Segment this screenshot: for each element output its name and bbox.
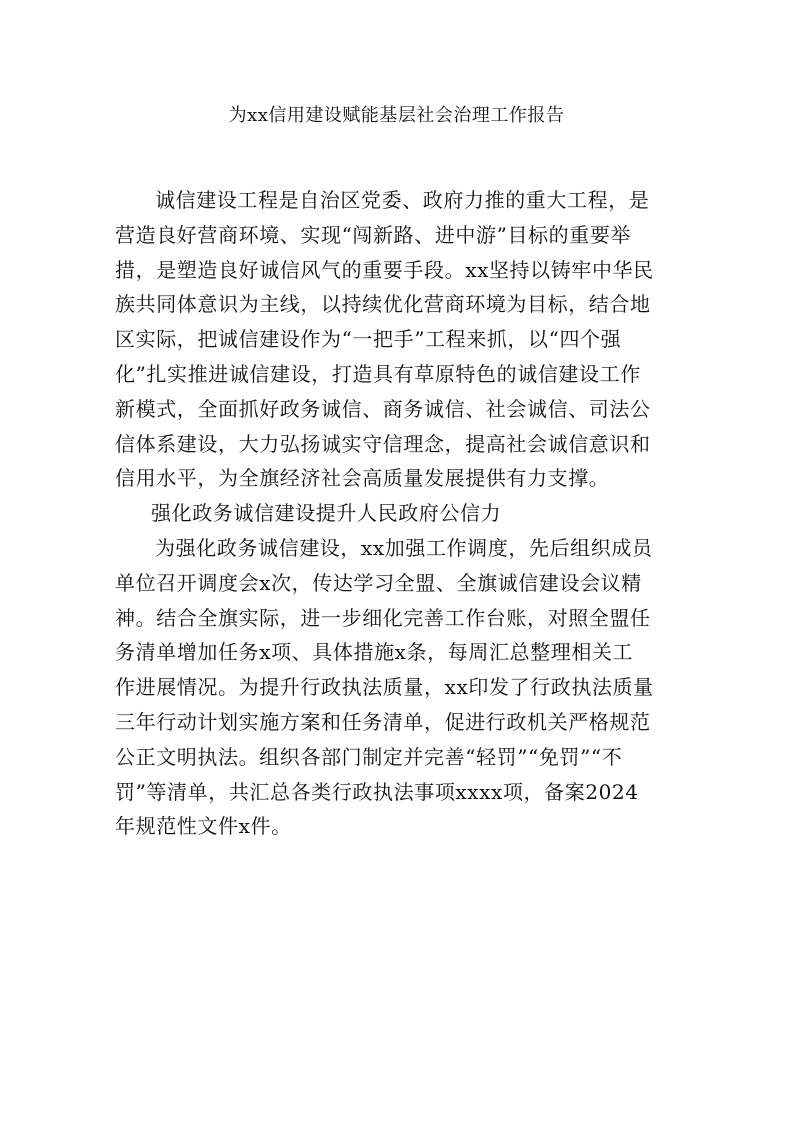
paragraph-line: 年规范性文件x件。	[115, 814, 292, 839]
paragraph-line: 三年行动计划实施方案和任务清单，促进行政机关严格规范	[115, 709, 651, 734]
paragraph-line: 营造良好营商环境、实现“闯新路、进中游”目标的重要举	[115, 222, 632, 247]
document-body	[115, 183, 681, 844]
paragraph-line: 单位召开调度会x次，传达学习全盟、全旗诚信建设会议精	[115, 570, 642, 595]
paragraph-line: 措，是塑造良好诚信风气的重要手段。xx坚持以铸牢中华民	[115, 257, 654, 282]
paragraph-line: 信用水平，为全旗经济社会高质量发展提供有力支撑。	[115, 466, 610, 491]
paragraph-line: 为强化政务诚信建设，xx加强工作调度，先后组织成员	[155, 535, 653, 560]
section-heading: 强化政务诚信建设提升人民政府公信力	[151, 501, 502, 526]
paragraph-line: 诚信建设工程是自治区党委、政府力推的重大工程，是	[155, 188, 650, 212]
section-paragraph	[115, 531, 681, 844]
paragraph-line: 神。结合全旗实际，进一步细化完善工作台账，对照全盟任	[115, 605, 651, 630]
paragraph-line: 新模式，全面抓好政务诚信、商务诚信、社会诚信、司法公	[115, 396, 651, 421]
intro-paragraph	[115, 183, 681, 496]
paragraph-line: 务清单增加任务x项、具体措施x条，每周汇总整理相关工	[115, 640, 634, 665]
paragraph-line: 公正文明执法。组织各部门制定并完善“轻罚”“免罚”“不	[115, 744, 623, 769]
paragraph-line: 族共同体意识为主线，以持续优化营商环境为目标，结合地	[115, 292, 651, 317]
paragraph-line: 信体系建设，大力弘扬诚实守信理念，提高社会诚信意识和	[115, 431, 651, 456]
document-title: 为xx信用建设赋能基层社会治理工作报告	[228, 105, 565, 126]
paragraph-line: 区实际，把诚信建设作为“一把手”工程来抓，以“四个强	[115, 327, 622, 352]
paragraph-line: 罚”等清单，共汇总各类行政执法事项xxxx项，备案2024	[115, 779, 639, 804]
paragraph-line: 作进展情况。为提升行政执法质量，xx印发了行政执法质量	[115, 675, 654, 700]
paragraph-line: 化”扎实推进诚信建设，打造具有草原特色的诚信建设工作	[115, 361, 641, 386]
